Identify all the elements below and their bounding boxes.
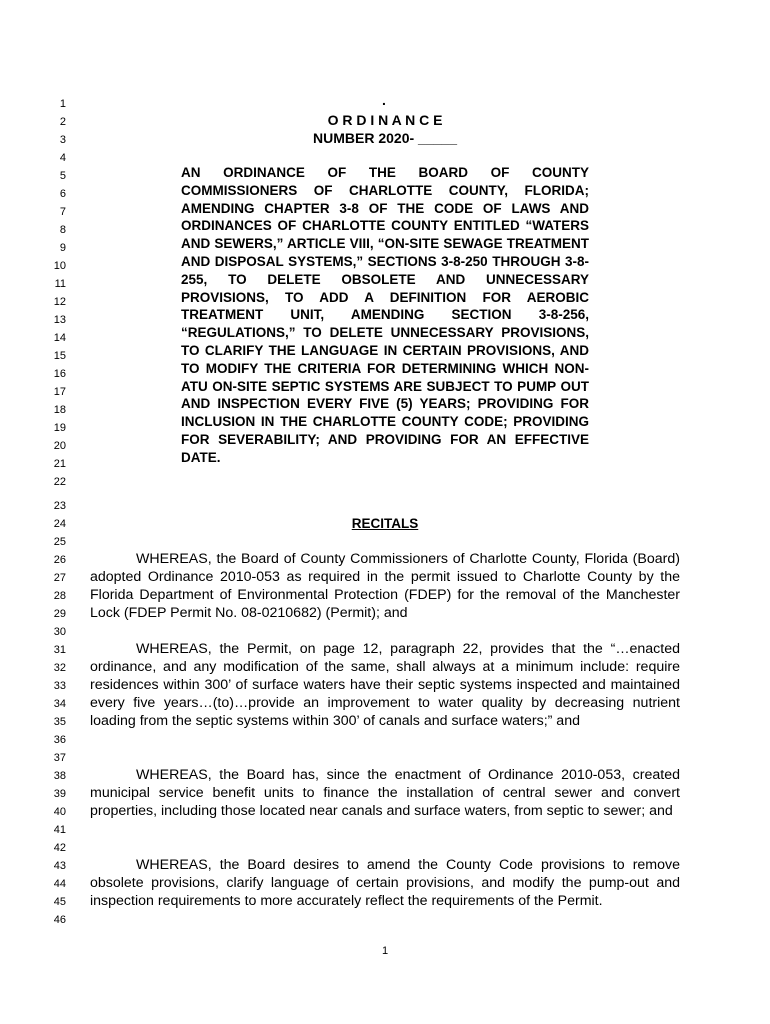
line-number: 9: [59, 242, 66, 254]
line-number: 2: [59, 116, 66, 128]
line-number: 41: [53, 824, 66, 836]
line-number: 17: [53, 386, 66, 398]
line-number: 33: [53, 680, 66, 692]
line-number: 19: [53, 422, 66, 434]
line-number: 40: [53, 806, 66, 818]
recital-paragraph-1: WHEREAS, the Board of County Commissioners of Charlotte County, Florida (Board) adopted Ordinance 2010-053 as required in the permit issued to Charlotte County by the Florida Department of Environmental Protection (FDEP) for the removal of the Manchester Lock (FDEP Permit No. 08-0210682) (Permit); and: [90, 551, 680, 621]
ordinance-number: NUMBER 2020- _____: [313, 130, 457, 146]
line-number: 20: [53, 440, 66, 452]
line-number: 11: [54, 278, 66, 290]
line-number: 37: [53, 752, 66, 764]
line-number: 34: [53, 698, 66, 710]
line-number: 8: [59, 224, 66, 236]
recital-paragraph-2: WHEREAS, the Permit, on page 12, paragraph 22, provides that the “…enacted ordinance, and any modification of the same, shall always at a minimum include: require residences within 300’ of surface waters have their septic systems inspected and maintained every five years…(to)…provide an improvement to water quality by decreasing nutrient loading from the septic systems within 300’ of canals and surface waters;” and: [90, 641, 680, 729]
line-number: 16: [53, 368, 66, 380]
line-number: 22: [53, 476, 66, 488]
line-number: 43: [53, 860, 66, 872]
line-number: 5: [59, 170, 66, 182]
line-number: 27: [53, 572, 66, 584]
line-number: 38: [53, 770, 66, 782]
recital-paragraph-4: WHEREAS, the Board desires to amend the County Code provisions to remove obsolete provisions, clarify language of certain provisions, and modify the pump-out and inspection requirements to more accurately reflect the requirements of the Permit.: [90, 857, 680, 909]
line-number: 42: [53, 842, 66, 854]
line-number: 44: [53, 878, 66, 890]
line-number: 4: [59, 152, 66, 164]
line-number: 18: [53, 404, 66, 416]
line-number: 10: [53, 260, 66, 272]
line-number: 32: [53, 662, 66, 674]
line-number: 39: [53, 788, 66, 800]
line-number: 28: [53, 590, 66, 602]
recitals-heading: RECITALS: [351, 516, 419, 531]
line-number: 24: [53, 518, 66, 530]
line-number: 3: [59, 134, 66, 146]
line-number: 35: [53, 716, 66, 728]
line-number: 21: [53, 458, 66, 470]
line-number: 14: [53, 332, 66, 344]
ordinance-heading: O R D I N A N C E: [327, 112, 443, 128]
ordinance-title: AN ORDINANCE OF THE BOARD OF COUNTY COMMISSIONERS OF CHARLOTTE COUNTY, FLORIDA; AMENDING CHAPTER 3-8 OF THE CODE OF LAWS AND ORDINANCES OF CHARLOTTE COUNTY ENTITLED “WATERS AND SEWERS,” ARTICLE VIII, “ON-SITE SEWAGE TREATMENT AND DISPOSAL SYSTEMS,” SECTIONS 3-8-250 THROUGH 3-8-255, TO DELETE OBSOLETE AND UNNECESSARY PROVISIONS, TO ADD A DEFINITION FOR AEROBIC TREATMENT UNIT, AMENDING SECTION 3-8-256, “REGULATIONS,” TO DELETE UNNECESSARY PROVISIONS, TO CLARIFY THE LANGUAGE IN CERTAIN PROVISIONS, AND TO MODIFY THE CRITERIA FOR DETERMINING WHICH NON-ATU ON-SITE SEPTIC SYSTEMS ARE SUBJECT TO PUMP OUT AND INSPECTION EVERY FIVE (5) YEARS; PROVIDING FOR INCLUSION IN THE CHARLOTTE COUNTY CODE; PROVIDING FOR SEVERABILITY; AND PROVIDING FOR AN EFFECTIVE DATE.: [181, 165, 589, 465]
line-number: 7: [59, 206, 66, 218]
line-number: 1: [59, 98, 66, 110]
line-number: 12: [53, 296, 66, 308]
line-number: 29: [53, 608, 66, 620]
line-number: 36: [53, 734, 66, 746]
line-number: 30: [53, 626, 66, 638]
header-dot: .: [382, 92, 386, 108]
line-number: 25: [53, 536, 66, 548]
line-number: 26: [53, 554, 66, 566]
line-number: 15: [53, 350, 66, 362]
line-number: 6: [59, 188, 66, 200]
line-number: 23: [53, 500, 66, 512]
line-number: 46: [53, 914, 66, 926]
line-number: 31: [53, 644, 66, 656]
recital-paragraph-3: WHEREAS, the Board has, since the enactment of Ordinance 2010-053, created municipal service benefit units to finance the installation of central sewer and convert properties, including those located near canals and surface waters, from septic to sewer; and: [90, 767, 680, 819]
page-number: 1: [381, 945, 389, 957]
line-number: 13: [53, 314, 66, 326]
line-number: 45: [53, 896, 66, 908]
